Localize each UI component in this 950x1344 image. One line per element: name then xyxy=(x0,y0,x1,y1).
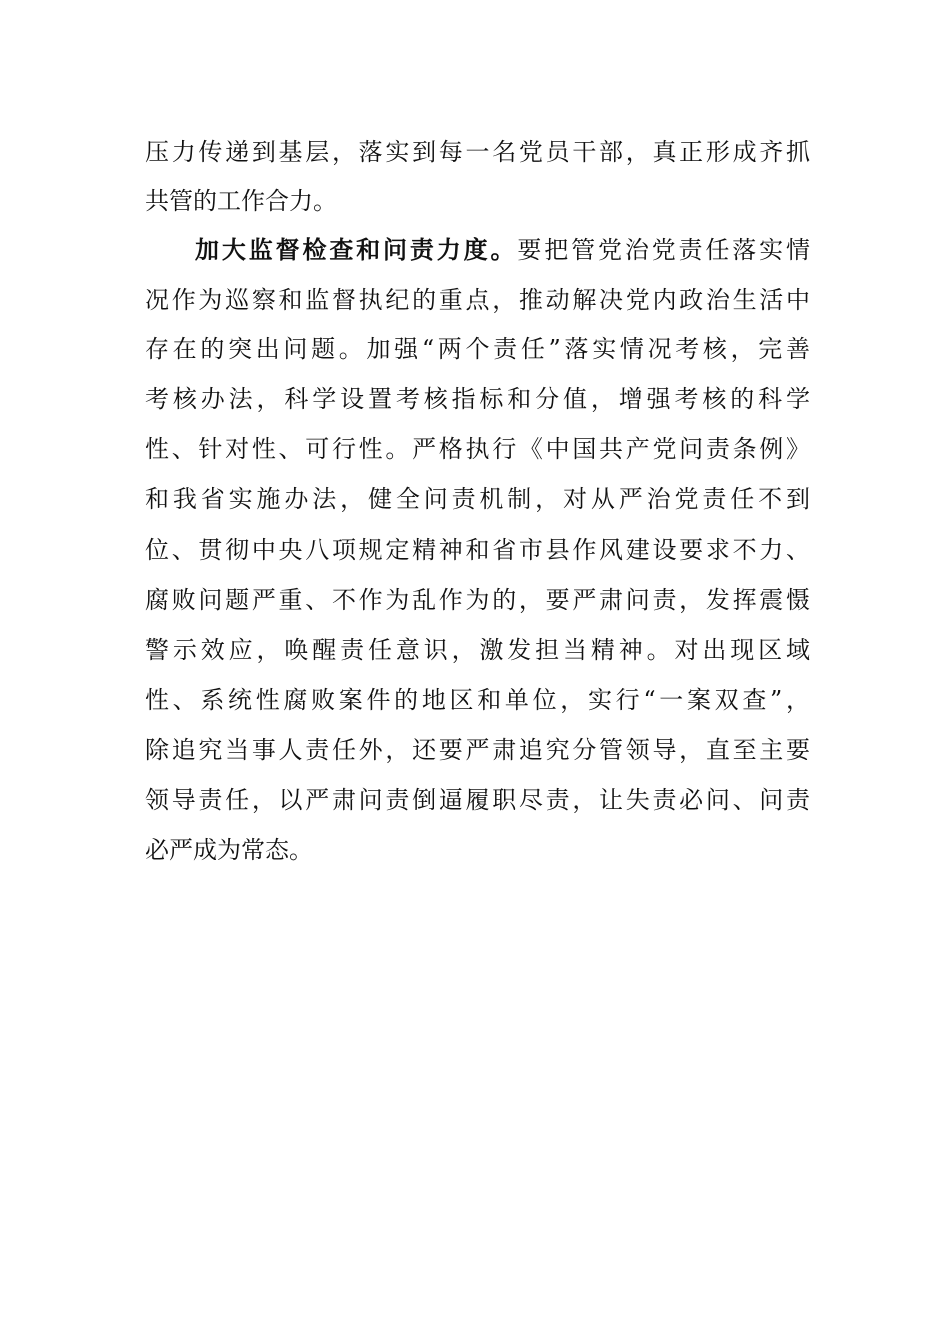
paragraph-2-line-6: 和我省实施办法，健全问责机制，对从严治党责任不到 xyxy=(145,485,810,513)
paragraph-2-heading: 加大监督检查和问责力度。 xyxy=(195,235,518,264)
paragraph-1-line-1: 压力传递到基层，落实到每一名党员干部，真正形成齐抓 xyxy=(145,138,810,166)
paragraph-2-line-4: 考核办法，科学设置考核指标和分值，增强考核的科学 xyxy=(145,385,810,413)
paragraph-2-line-12: 领导责任，以严肃问责倒逼履职尽责，让失责必问、问责 xyxy=(145,786,810,814)
paragraph-2-first-line-text: 要把管党治党责任落实情 xyxy=(517,236,811,264)
paragraph-2-line-1 xyxy=(195,232,810,268)
paragraph-2-line-10: 性、系统性腐败案件的地区和单位，实行“一案双查”， xyxy=(145,686,810,714)
paragraph-2-line-7: 位、贯彻中央八项规定精神和省市县作风建设要求不力、 xyxy=(145,536,810,564)
paragraph-2-line-11: 除追究当事人责任外，还要严肃追究分管领导，直至主要 xyxy=(145,736,810,764)
paragraph-2-line-9: 警示效应，唤醒责任意识，激发担当精神。对出现区域 xyxy=(145,636,810,664)
paragraph-1-line-2: 共管的工作合力。 xyxy=(145,187,337,215)
paragraph-2-line-13: 必严成为常态。 xyxy=(145,836,313,864)
paragraph-2-line-2: 况作为巡察和监督执纪的重点，推动解决党内政治生活中 xyxy=(145,286,810,314)
paragraph-2-line-8: 腐败问题严重、不作为乱作为的，要严肃问责，发挥震慑 xyxy=(145,586,810,614)
paragraph-2-line-3: 存在的突出问题。加强“两个责任”落实情况考核，完善 xyxy=(145,335,810,363)
paragraph-2-line-5: 性、针对性、可行性。严格执行《中国共产党问责条例》 xyxy=(145,435,810,463)
